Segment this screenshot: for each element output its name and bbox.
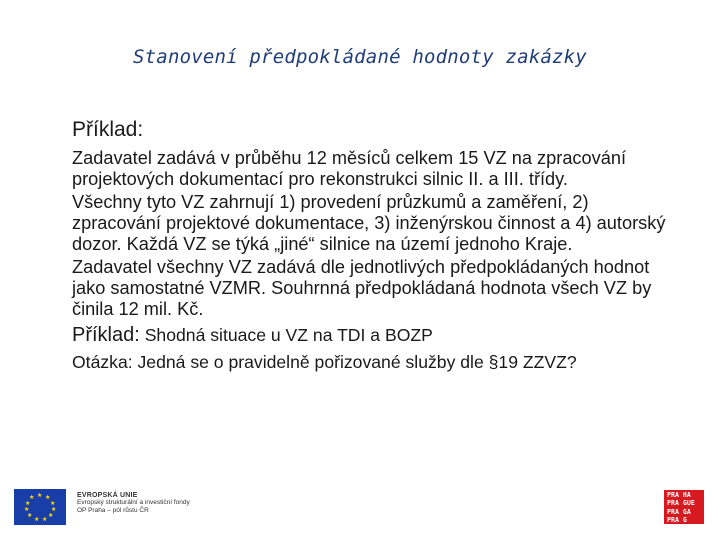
praha-line-1: PRA HA [667,491,691,499]
praha-logo-icon [664,490,704,524]
eu-line-2: OP Praha – pól růstu ČR [77,507,149,514]
eu-flag-icon: ★ ★ ★ ★ ★ ★ ★ ★ ★ ★ ★ [14,489,66,525]
paragraph-1: Zadavatel zadává v průběhu 12 měsíců celkem 15 VZ na zpracování projektových dokumentací pro rekonstrukci silnic II. a III. třídy. [72,148,627,189]
page-title: Stanovení předpokládané hodnoty zakázky [133,46,587,68]
paragraph-3: Zadavatel všechny VZ zadává dle jednotlivých předpokládaných hodnot jako samostatné VZMR. Souhrnná předpokládaná hodnota všech VZ by činila 12 mil. Kč. [72,257,652,319]
example-2-label: Příklad: [72,324,140,346]
praha-line-2: PRA GUE [667,499,695,508]
praha-line-4: PRA G [667,515,687,524]
praha-line-3: PRA GA [667,507,691,516]
example-2 [72,324,672,347]
paragraph-2: Všechny tyto VZ zahrnují 1) provedení průzkumů a zaměření, 2) zpracování projektové dokumentace, 3) inženýrskou činnost a 4) autorský dozor. Každá VZ se týká „jiné“ silnice na území jednoho Kraje. [72,192,666,254]
eu-text-block [77,492,217,515]
slide-content [72,118,672,375]
example-2-text: Shodná situace u VZ na TDI a BOZP [139,325,433,345]
example-heading: Příklad: [72,118,144,141]
question: Otázka: Jedná se o pravidelně pořizované služby dle §19 ZZVZ? [72,352,577,372]
eu-title: EVROPSKÁ UNIE [77,492,138,499]
eu-line-1: Evropský strukturální a investiční fondy [77,499,190,506]
